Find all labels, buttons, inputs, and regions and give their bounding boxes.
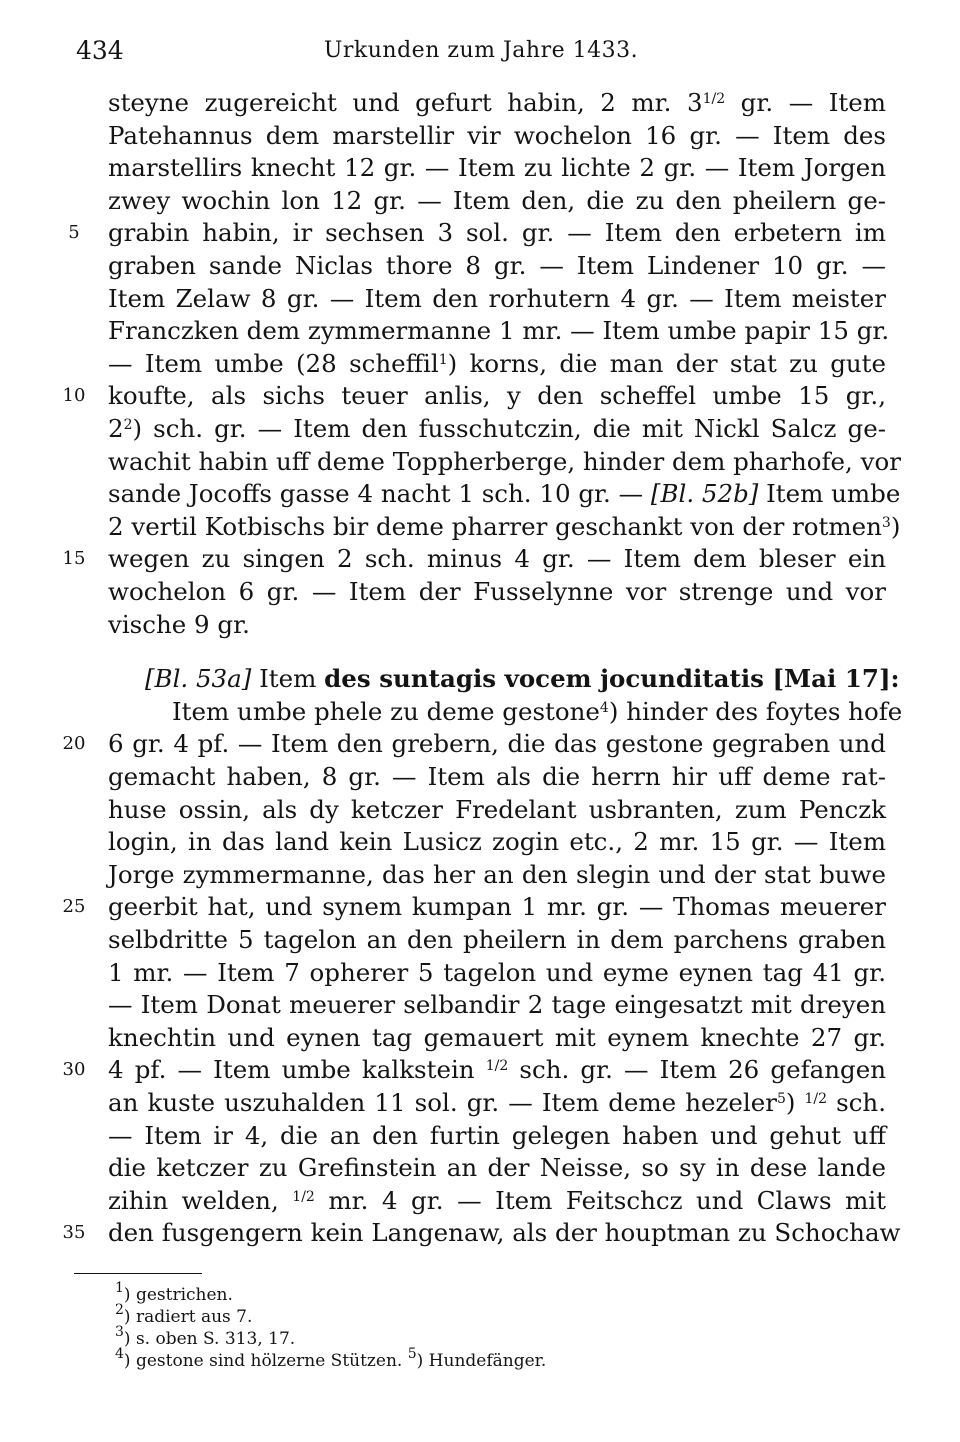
text-line <box>108 282 886 315</box>
text-line <box>108 184 886 217</box>
text-line <box>108 956 886 989</box>
text-run: huse ossin, als dy ketczer Fredelant usbranten, zum Penczk <box>108 794 886 824</box>
text-line <box>108 314 890 347</box>
text-line <box>108 1184 886 1217</box>
text-line <box>108 249 886 282</box>
text-line <box>108 1086 886 1119</box>
superscript-mark: 3 <box>115 1324 124 1340</box>
text-line <box>108 1216 901 1249</box>
text-run: ) Hundefänger. <box>416 1351 547 1371</box>
superscript-mark: 5 <box>776 1091 786 1107</box>
superscript-mark: 1 <box>115 1280 124 1296</box>
text-line <box>108 575 886 608</box>
text-line <box>108 477 901 510</box>
footnote <box>115 1302 253 1328</box>
text-run: ) <box>785 1088 805 1117</box>
text-run: [Bl. 52b] <box>650 479 759 509</box>
text-run: 1 mr. — Item 7 opherer 5 tagelon und eyme eynen tag 41 gr. <box>108 957 886 987</box>
text-run: gemacht haben, 8 gr. — Item als die herrn hir uff deme rat- <box>108 762 886 791</box>
line-number: 20 <box>62 733 86 755</box>
superscript-mark: 3 <box>881 514 891 531</box>
text-run: gr. — Item <box>725 88 887 117</box>
footnote <box>115 1324 296 1350</box>
text-line <box>108 119 886 152</box>
text-run: knechtin und eynen tag gemauert mit eynem knechte 27 gr. <box>108 1022 886 1052</box>
text-line <box>108 445 901 478</box>
text-run: ) <box>890 511 901 541</box>
text-run: ) gestone sind hölzerne Stützen. <box>123 1351 408 1371</box>
text-run: zihin welden, <box>108 1185 293 1215</box>
superscript-mark: 1/2 <box>292 1188 315 1205</box>
line-number: 5 <box>68 222 80 244</box>
text-run: — Item Donat meuerer selbandir 2 tage eingesatzt mit dreyen <box>108 990 886 1020</box>
superscript-mark: 5 <box>407 1346 417 1362</box>
line-number: 15 <box>62 548 86 570</box>
footnote <box>115 1346 547 1372</box>
superscript-mark: 4 <box>599 699 609 716</box>
text-run: ) s. oben S. 313, 17. <box>123 1329 296 1349</box>
text-line <box>108 858 886 891</box>
text-line <box>108 727 886 760</box>
superscript-mark: 1 <box>438 351 448 368</box>
text-line <box>108 151 886 184</box>
text-run: Item umbe phele zu deme gestone <box>172 696 600 726</box>
superscript-mark: 1/2 <box>702 91 726 107</box>
text-run: ) radiert aus 7. <box>123 1307 253 1327</box>
text-run: [Bl. 53a] <box>145 664 252 694</box>
text-line <box>108 923 886 956</box>
text-line <box>108 988 886 1021</box>
superscript-mark: 2 <box>115 1302 124 1318</box>
text-run: 4 pf. — Item umbe kalkstein <box>108 1055 486 1085</box>
text-line <box>108 1053 886 1086</box>
text-run: den fusgengern kein Langenaw, als der houptman zu Schochaw <box>108 1218 901 1248</box>
text-line <box>108 793 886 826</box>
text-run: Patehannus dem marstellir vir wochelon 16 gr. — Item des <box>108 120 886 150</box>
text-line <box>108 347 886 380</box>
line-number: 10 <box>62 385 86 407</box>
text-run: 2 vertil Kotbischs bir deme pharrer geschankt von der rotmen <box>108 511 882 541</box>
text-run: wochelon 6 gr. — Item der Fusselynne vor strenge und vor <box>108 577 886 606</box>
text-run: Item umbe <box>758 479 901 509</box>
text-line <box>108 760 886 793</box>
text-line <box>108 1021 886 1054</box>
text-run: marstellirs knecht 12 gr. — Item zu lichte 2 gr. — Item Jorgen <box>108 153 886 183</box>
text-run: steyne zugereicht und gefurt habin, 2 mr. 3 <box>108 88 703 117</box>
text-run: 2 <box>108 414 124 443</box>
text-run: ) korns, die man der stat zu gute <box>447 348 886 378</box>
footnote-rule <box>74 1273 202 1274</box>
text-line <box>172 695 903 728</box>
text-line <box>108 1119 886 1152</box>
text-run: mr. 4 gr. — Item Feitschcz und Claws mit <box>314 1185 886 1215</box>
superscript-mark: 4 <box>115 1346 124 1362</box>
text-run: Jorge zymmermanne, das her an den slegin und der stat buwe <box>108 859 886 889</box>
running-title: Urkunden zum Jahre 1433. <box>323 38 639 63</box>
line-number: 35 <box>62 1222 86 1244</box>
text-line <box>108 412 886 445</box>
text-run: sch. <box>827 1088 886 1117</box>
text-run: ) gestrichen. <box>123 1285 233 1305</box>
superscript-mark: 2 <box>123 417 133 433</box>
text-run: sch. gr. — Item 26 gefangen <box>508 1055 886 1085</box>
text-run: an kuste uszuhalden 11 sol. gr. — Item deme hezeler <box>108 1088 777 1117</box>
text-run: wachit habin uff deme Toppherberge, hinder dem pharhofe, vor <box>108 446 901 476</box>
text-run: Item <box>251 664 325 694</box>
line-number: 30 <box>62 1059 86 1081</box>
page-number: 434 <box>76 36 124 65</box>
text-run: Item Zelaw 8 gr. — Item den rorhutern 4 gr. — Item meister <box>108 283 886 313</box>
text-line <box>108 825 886 858</box>
superscript-mark: 1/2 <box>485 1058 509 1075</box>
text-run: vische 9 gr. <box>108 609 250 639</box>
text-run: 6 gr. 4 pf. — Item den grebern, die das gestone gegraben und <box>108 729 886 759</box>
text-run: — Item umbe (28 scheffil <box>108 348 439 378</box>
text-line <box>108 1151 886 1184</box>
text-run: wegen zu singen 2 sch. minus 4 gr. — Item dem bleser ein <box>108 544 886 574</box>
text-run: selbdritte 5 tagelon an den pheilern in dem parchens graben <box>108 925 886 954</box>
text-run: graben sande Niclas thore 8 gr. — Item Lindener 10 gr. — <box>108 251 886 280</box>
text-line <box>108 542 886 575</box>
text-run: ) hinder des foytes hofe <box>608 696 903 726</box>
line-number: 25 <box>62 896 86 918</box>
text-run: geerbit hat, und synem kumpan 1 mr. gr. — Thomas meuerer <box>108 892 886 922</box>
text-run: — Item ir 4, die an den furtin gelegen haben und gehut uff <box>108 1120 886 1150</box>
text-line <box>108 608 886 641</box>
text-run: ) sch. gr. — Item den fusschutczin, die mit Nickl Salcz ge- <box>132 414 886 443</box>
footnote <box>115 1280 233 1306</box>
page-header <box>76 36 886 70</box>
text-line <box>108 890 886 923</box>
text-line <box>108 510 901 543</box>
text-run: sande Jocoffs gasse 4 nacht 1 sch. 10 gr. — <box>108 479 651 509</box>
superscript-mark: 1/2 <box>804 1091 828 1107</box>
text-run: koufte, als sichs teuer anlis, y den scheffel umbe 15 gr., <box>108 381 886 411</box>
text-run: login, in das land kein Lusicz zogin etc., 2 mr. 15 gr. — Item <box>108 827 886 857</box>
text-run: zwey wochin lon 12 gr. — Item den, die zu den pheilern ge- <box>108 185 886 215</box>
text-run: grabin habin, ir sechsen 3 sol. gr. — Item den erbetern im <box>108 218 886 248</box>
text-run: die ketczer zu Grefinstein an der Neisse, so sy in dese lande <box>108 1153 886 1183</box>
text-run: Franczken dem zymmermanne 1 mr. — Item umbe papir 15 gr. <box>108 316 890 346</box>
text-line <box>108 216 886 249</box>
text-line <box>108 379 886 412</box>
section-heading <box>145 662 900 695</box>
text-line <box>108 86 886 119</box>
text-run: des suntagis vocem jocunditatis [Mai 17]: <box>324 664 900 694</box>
